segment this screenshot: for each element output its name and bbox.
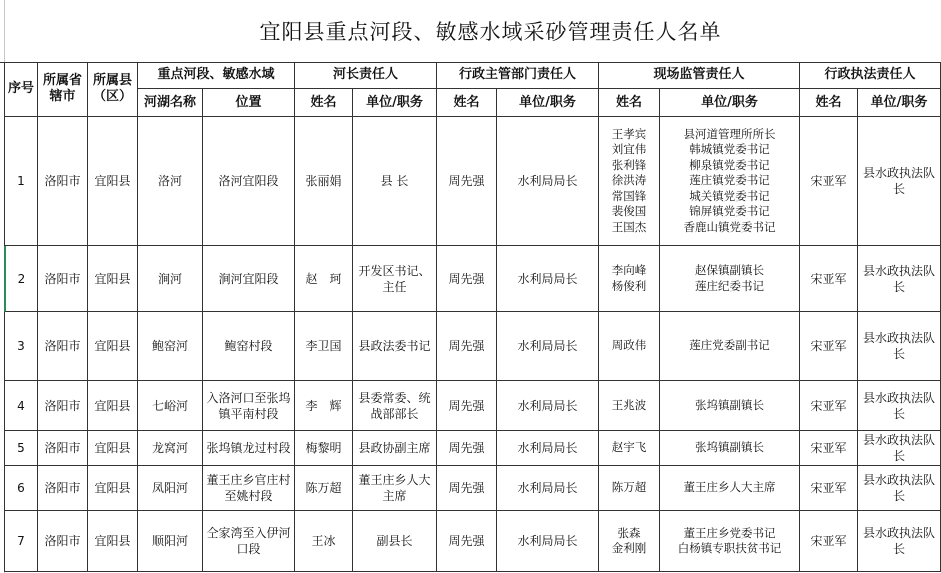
row-3-site-name-text: 周政伟 bbox=[611, 338, 647, 353]
row-4-location[interactable] bbox=[203, 381, 295, 431]
row-7-city-text: 洛阳市 bbox=[44, 534, 81, 548]
sub-enf-name-text: 姓名 bbox=[815, 94, 842, 110]
row-3-site-unit[interactable] bbox=[660, 312, 800, 381]
row-3-admin-name-text: 周先强 bbox=[448, 339, 485, 353]
row-1-admin-name[interactable] bbox=[437, 117, 497, 246]
row-3-site-unit-text: 莲庄党委副书记 bbox=[689, 338, 770, 353]
sub-admin-name-text: 姓名 bbox=[453, 94, 480, 110]
row-7-enf-unit[interactable] bbox=[858, 511, 941, 572]
row-2-seq[interactable] bbox=[4, 246, 38, 312]
row-2-river[interactable] bbox=[138, 246, 203, 312]
header-site[interactable] bbox=[599, 62, 800, 89]
row-5-chief-unit-text: 县政协副主席 bbox=[358, 441, 431, 455]
row-6-chief-name-text: 陈万超 bbox=[305, 481, 342, 495]
row-7-site-unit[interactable] bbox=[660, 511, 800, 572]
row-3-location[interactable] bbox=[203, 312, 295, 381]
row-3-enf-name[interactable] bbox=[800, 312, 858, 381]
row-1-site-name[interactable] bbox=[599, 117, 660, 246]
row-2-city[interactable] bbox=[38, 246, 88, 312]
row-4-chief-unit-text: 县委常委、统战部部长 bbox=[358, 390, 431, 421]
row-6-location-text: 董王庄乡官庄村至姚村段 bbox=[206, 473, 291, 503]
row-6-site-unit-text: 董王庄乡人大主席 bbox=[683, 480, 776, 495]
header-seq[interactable] bbox=[4, 62, 38, 117]
row-7-chief-name[interactable] bbox=[295, 511, 353, 572]
row-2-chief-name[interactable] bbox=[295, 246, 353, 312]
sub-site-unit-text: 单位/职务 bbox=[701, 94, 758, 110]
row-2-site-name[interactable] bbox=[599, 246, 660, 312]
row-7-location[interactable] bbox=[203, 511, 295, 572]
row-7-river[interactable] bbox=[138, 511, 203, 572]
row-1-enf-name-text: 宋亚军 bbox=[810, 174, 847, 188]
row-7-chief-unit[interactable] bbox=[353, 511, 437, 572]
row-5-enf-name[interactable] bbox=[800, 431, 858, 466]
row-4-enf-name-text: 宋亚军 bbox=[810, 398, 847, 413]
row-7-site-unit-text: 董王庄乡党委书记 白杨镇专职扶贫书记 bbox=[677, 525, 782, 555]
sub-enf-name[interactable] bbox=[800, 89, 858, 117]
row-5-admin-unit[interactable] bbox=[497, 431, 599, 466]
row-2-chief-unit[interactable] bbox=[353, 246, 437, 312]
row-5-seq[interactable] bbox=[4, 431, 38, 466]
header-city[interactable] bbox=[38, 62, 88, 117]
row-5-chief-name-text: 梅黎明 bbox=[305, 441, 342, 455]
header-site-text: 现场监管责任人 bbox=[653, 67, 745, 82]
row-7-seq-text: 7 bbox=[17, 534, 25, 548]
row-1-enf-unit[interactable] bbox=[858, 117, 941, 246]
row-2-enf-unit-text: 县水政执法队长 bbox=[862, 263, 935, 294]
row-6-admin-name[interactable] bbox=[437, 466, 497, 511]
row-1-site-unit-text: 县河道管理所所长 韩城镇党委书记 柳泉镇党委书记 莲庄镇党委书记 城关镇党委书记 锦屏镇党委书记 香鹿山镇党委书记 bbox=[683, 126, 776, 234]
row-4-chief-name[interactable] bbox=[295, 381, 353, 431]
header-county-text: 所属县（区） bbox=[92, 73, 132, 104]
row-1-location-text: 洛河宜阳段 bbox=[218, 174, 279, 188]
row-5-county-text: 宜阳县 bbox=[94, 441, 131, 455]
row-2-city-text: 洛阳市 bbox=[44, 271, 81, 286]
row-7-city[interactable] bbox=[38, 511, 88, 572]
row-4-admin-name[interactable] bbox=[437, 381, 497, 431]
sub-enf-unit[interactable] bbox=[858, 89, 941, 117]
row-5-river-text: 龙窝河 bbox=[151, 441, 188, 455]
row-5-city[interactable] bbox=[38, 431, 88, 466]
sub-site-name-text: 姓名 bbox=[615, 94, 642, 110]
row-5-enf-unit[interactable] bbox=[858, 431, 941, 466]
row-4-enf-unit-text: 县水政执法队长 bbox=[862, 390, 935, 421]
sub-site-unit[interactable] bbox=[660, 89, 800, 117]
row-7-county-text: 宜阳县 bbox=[94, 534, 131, 548]
row-3-county[interactable] bbox=[88, 312, 138, 381]
row-7-river-text: 顺阳河 bbox=[151, 534, 188, 548]
row-1-city-text: 洛阳市 bbox=[44, 174, 81, 188]
row-3-seq-text: 3 bbox=[17, 339, 25, 353]
header-admin-text: 行政主管部门责任人 bbox=[458, 67, 576, 82]
row-1-site-unit[interactable] bbox=[660, 117, 800, 246]
row-1-admin-unit-text: 水利局局长 bbox=[517, 174, 578, 188]
row-3-enf-name-text: 宋亚军 bbox=[810, 339, 847, 353]
row-3-chief-unit-text: 县政法委书记 bbox=[358, 339, 431, 353]
row-2-admin-name[interactable] bbox=[437, 246, 497, 312]
row-1-county[interactable] bbox=[88, 117, 138, 246]
row-5-location-text: 张坞镇龙过村段 bbox=[206, 441, 291, 455]
row-1-enf-name[interactable] bbox=[800, 117, 858, 246]
sub-admin-unit[interactable] bbox=[497, 89, 599, 117]
row-4-city[interactable] bbox=[38, 381, 88, 431]
header-waters[interactable] bbox=[138, 62, 295, 89]
sub-chief-unit[interactable] bbox=[353, 89, 437, 117]
row-2-county[interactable] bbox=[88, 246, 138, 312]
row-7-seq[interactable] bbox=[4, 511, 38, 572]
row-6-site-unit[interactable] bbox=[660, 466, 800, 511]
row-1-admin-unit[interactable] bbox=[497, 117, 599, 246]
row-3-county-text: 宜阳县 bbox=[94, 339, 131, 353]
sub-enf-unit-text: 单位/职务 bbox=[870, 94, 928, 110]
row-4-enf-unit[interactable] bbox=[858, 381, 941, 431]
title-text: 宜阳县重点河段、敏感水域采砂管理责任人名单 bbox=[259, 20, 722, 44]
header-county[interactable] bbox=[88, 62, 138, 117]
row-5-chief-unit[interactable] bbox=[353, 431, 437, 466]
sub-site-name[interactable] bbox=[599, 89, 660, 117]
row-2-admin-name-text: 周先强 bbox=[448, 271, 485, 286]
row-6-admin-unit[interactable] bbox=[497, 466, 599, 511]
row-7-admin-name[interactable] bbox=[437, 511, 497, 572]
sub-location[interactable] bbox=[203, 89, 295, 117]
row-6-chief-unit[interactable] bbox=[353, 466, 437, 511]
row-4-site-unit[interactable] bbox=[660, 381, 800, 431]
row-7-chief-name-text: 王冰 bbox=[311, 534, 336, 548]
row-4-chief-unit[interactable] bbox=[353, 381, 437, 431]
row-3-city[interactable] bbox=[38, 312, 88, 381]
row-5-site-name-text: 赵宇飞 bbox=[611, 440, 647, 455]
row-6-enf-unit[interactable] bbox=[858, 466, 941, 511]
row-6-enf-name-text: 宋亚军 bbox=[810, 481, 847, 495]
row-4-enf-name[interactable] bbox=[800, 381, 858, 431]
row-6-river-text: 凤阳河 bbox=[151, 481, 188, 495]
row-1-river-text: 洛河 bbox=[157, 174, 182, 188]
row-3-river-text: 鲍窑河 bbox=[151, 339, 188, 353]
row-6-enf-unit-text: 县水政执法队长 bbox=[862, 473, 935, 503]
row-7-chief-unit-text: 副县长 bbox=[376, 534, 413, 548]
header-river-chief[interactable] bbox=[295, 62, 437, 89]
row-6-county[interactable] bbox=[88, 466, 138, 511]
row-1-admin-name-text: 周先强 bbox=[448, 174, 485, 188]
sheet-title[interactable] bbox=[0, 0, 941, 63]
row-2-seq-text: 2 bbox=[17, 271, 26, 286]
row-1-location[interactable] bbox=[203, 117, 295, 246]
row-3-seq[interactable] bbox=[4, 312, 38, 381]
sub-chief-name[interactable] bbox=[295, 89, 353, 117]
row-3-location-text: 鲍窑村段 bbox=[224, 339, 273, 353]
row-6-river[interactable] bbox=[138, 466, 203, 511]
row-7-site-name-text: 张森 金利刚 bbox=[611, 525, 647, 555]
header-enforcement[interactable] bbox=[800, 62, 941, 89]
row-1-chief-unit-text: 县 长 bbox=[380, 174, 409, 188]
row-2-site-unit[interactable] bbox=[660, 246, 800, 312]
row-1-chief-name[interactable] bbox=[295, 117, 353, 246]
row-1-chief-name-text: 张丽娟 bbox=[305, 174, 342, 188]
row-6-admin-name-text: 周先强 bbox=[448, 481, 485, 495]
row-6-admin-unit-text: 水利局局长 bbox=[517, 481, 578, 495]
row-3-river[interactable] bbox=[138, 312, 203, 381]
sub-location-text: 位置 bbox=[235, 94, 262, 110]
sub-river-name[interactable] bbox=[138, 89, 203, 117]
row-2-site-name-text: 李向峰 杨俊利 bbox=[611, 263, 647, 293]
row-3-admin-name[interactable] bbox=[437, 312, 497, 381]
row-1-site-name-text: 王孝宾 刘宜伟 张利锋 徐洪涛 常国锋 裴俊国 王国杰 bbox=[611, 126, 647, 234]
row-6-chief-name[interactable] bbox=[295, 466, 353, 511]
row-3-enf-unit-text: 县水政执法队长 bbox=[862, 331, 935, 361]
row-5-location[interactable] bbox=[203, 431, 295, 466]
row-5-chief-name[interactable] bbox=[295, 431, 353, 466]
row-6-site-name-text: 陈万超 bbox=[611, 480, 647, 495]
row-6-site-name[interactable] bbox=[599, 466, 660, 511]
row-3-chief-unit[interactable] bbox=[353, 312, 437, 381]
row-5-admin-unit-text: 水利局局长 bbox=[517, 441, 578, 455]
row-6-city-text: 洛阳市 bbox=[44, 481, 81, 495]
row-4-admin-unit[interactable] bbox=[497, 381, 599, 431]
header-river-chief-text: 河长责任人 bbox=[332, 67, 398, 82]
row-3-chief-name[interactable] bbox=[295, 312, 353, 381]
row-3-site-name[interactable] bbox=[599, 312, 660, 381]
row-6-county-text: 宜阳县 bbox=[94, 481, 131, 495]
row-4-chief-name-text: 李 辉 bbox=[305, 398, 342, 413]
row-2-river-text: 涧河 bbox=[157, 271, 182, 286]
sub-admin-unit-text: 单位/职务 bbox=[519, 94, 576, 110]
row-4-city-text: 洛阳市 bbox=[44, 398, 81, 413]
row-5-site-unit-text: 张坞镇副镇长 bbox=[695, 440, 764, 455]
row-4-seq[interactable] bbox=[4, 381, 38, 431]
row-6-enf-name[interactable] bbox=[800, 466, 858, 511]
row-6-seq-text: 6 bbox=[17, 481, 25, 495]
sub-admin-name[interactable] bbox=[437, 89, 497, 117]
header-admin[interactable] bbox=[437, 62, 599, 89]
row-5-site-unit[interactable] bbox=[660, 431, 800, 466]
row-2-enf-name-text: 宋亚军 bbox=[810, 271, 847, 286]
row-7-site-name[interactable] bbox=[599, 511, 660, 572]
row-7-admin-name-text: 周先强 bbox=[448, 534, 485, 548]
row-7-admin-unit-text: 水利局局长 bbox=[517, 534, 578, 548]
row-4-admin-name-text: 周先强 bbox=[448, 398, 485, 413]
row-4-location-text: 入洛河口至张坞镇平南村段 bbox=[206, 390, 291, 421]
row-1-seq[interactable] bbox=[4, 117, 38, 246]
row-5-seq-text: 5 bbox=[17, 441, 25, 455]
sub-chief-name-text: 姓名 bbox=[310, 94, 337, 110]
row-4-site-unit-text: 张坞镇副镇长 bbox=[695, 397, 764, 412]
row-4-river-text: 七峪河 bbox=[151, 398, 188, 413]
row-7-admin-unit[interactable] bbox=[497, 511, 599, 572]
row-3-enf-unit[interactable] bbox=[858, 312, 941, 381]
row-2-site-unit-text: 赵保镇副镇长 莲庄纪委书记 bbox=[695, 263, 764, 293]
row-7-county[interactable] bbox=[88, 511, 138, 572]
row-2-county-text: 宜阳县 bbox=[94, 271, 131, 286]
row-6-location[interactable] bbox=[203, 466, 295, 511]
row-4-county[interactable] bbox=[88, 381, 138, 431]
row-7-enf-name[interactable] bbox=[800, 511, 858, 572]
row-2-location[interactable] bbox=[203, 246, 295, 312]
row-5-enf-unit-text: 县水政执法队长 bbox=[862, 433, 935, 463]
row-5-county[interactable] bbox=[88, 431, 138, 466]
row-6-city[interactable] bbox=[38, 466, 88, 511]
row-3-admin-unit-text: 水利局局长 bbox=[517, 339, 578, 353]
header-seq-text: 序号 bbox=[7, 81, 34, 96]
row-7-enf-name-text: 宋亚军 bbox=[810, 534, 847, 548]
row-2-enf-unit[interactable] bbox=[858, 246, 941, 312]
row-7-location-text: 仝家湾至入伊河口段 bbox=[206, 526, 291, 556]
header-enforcement-text: 行政执法责任人 bbox=[824, 67, 916, 82]
row-1-chief-unit[interactable] bbox=[353, 117, 437, 246]
row-5-admin-name[interactable] bbox=[437, 431, 497, 466]
row-3-admin-unit[interactable] bbox=[497, 312, 599, 381]
row-5-city-text: 洛阳市 bbox=[44, 441, 81, 455]
header-city-text: 所属省辖市 bbox=[42, 73, 82, 104]
row-4-county-text: 宜阳县 bbox=[94, 398, 131, 413]
row-4-site-name-text: 王兆波 bbox=[611, 397, 647, 412]
header-waters-text: 重点河段、敏感水域 bbox=[157, 67, 275, 82]
row-2-admin-unit[interactable] bbox=[497, 246, 599, 312]
row-4-river[interactable] bbox=[138, 381, 203, 431]
row-2-chief-unit-text: 开发区书记、主任 bbox=[358, 263, 431, 294]
row-4-seq-text: 4 bbox=[17, 398, 25, 413]
row-1-enf-unit-text: 县水政执法队长 bbox=[862, 166, 935, 196]
row-4-admin-unit-text: 水利局局长 bbox=[517, 398, 578, 413]
row-6-seq[interactable] bbox=[4, 466, 38, 511]
row-5-site-name[interactable] bbox=[599, 431, 660, 466]
sub-river-name-text: 河湖名称 bbox=[143, 94, 196, 110]
row-2-chief-name-text: 赵 珂 bbox=[305, 271, 342, 286]
row-7-enf-unit-text: 县水政执法队长 bbox=[862, 526, 935, 556]
row-5-admin-name-text: 周先强 bbox=[448, 441, 485, 455]
row-5-river[interactable] bbox=[138, 431, 203, 466]
row-6-chief-unit-text: 董王庄乡人大主席 bbox=[358, 473, 431, 503]
row-3-city-text: 洛阳市 bbox=[44, 339, 81, 353]
row-4-site-name[interactable] bbox=[599, 381, 660, 431]
row-2-admin-unit-text: 水利局局长 bbox=[517, 271, 578, 286]
row-2-enf-name[interactable] bbox=[800, 246, 858, 312]
row-2-location-text: 涧河宜阳段 bbox=[218, 271, 279, 286]
row-1-seq-text: 1 bbox=[17, 174, 25, 188]
row-1-river[interactable] bbox=[138, 117, 203, 246]
row-1-city[interactable] bbox=[38, 117, 88, 246]
sub-chief-unit-text: 单位/职务 bbox=[366, 94, 423, 110]
row-3-chief-name-text: 李卫国 bbox=[305, 339, 342, 353]
row-1-county-text: 宜阳县 bbox=[94, 174, 131, 188]
row-5-enf-name-text: 宋亚军 bbox=[810, 441, 847, 455]
